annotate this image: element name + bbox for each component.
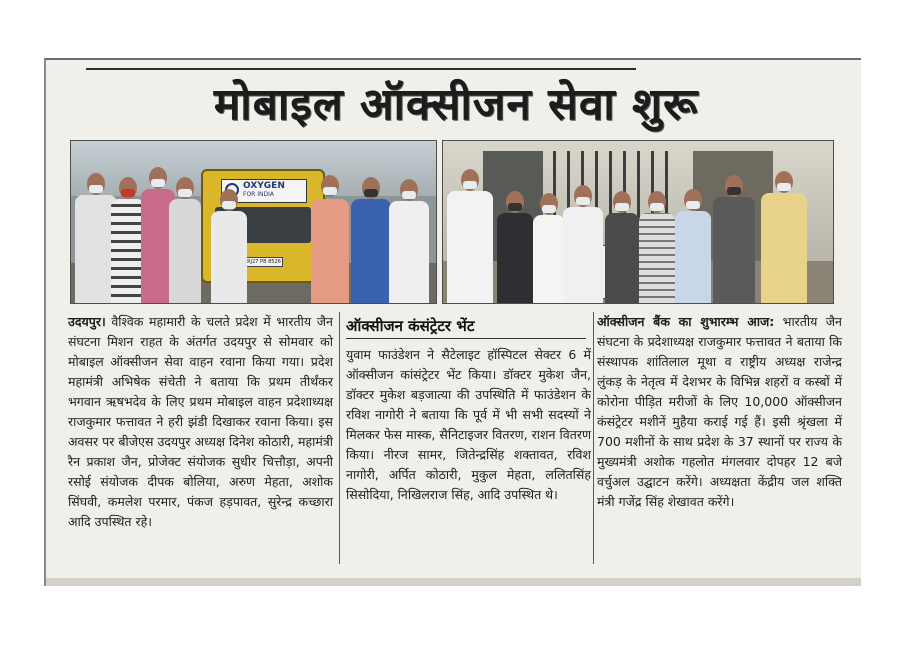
person xyxy=(563,175,603,303)
person-body xyxy=(533,215,565,303)
person-body xyxy=(639,213,675,303)
headline: मोबाइल ऑक्सीजन सेवा शुरू xyxy=(213,79,699,130)
column-divider xyxy=(339,312,340,564)
person-body xyxy=(713,197,755,303)
column-1-dateline: उदयपुर। xyxy=(68,314,106,329)
face-mask xyxy=(650,203,664,211)
person xyxy=(605,181,639,303)
person-body xyxy=(675,211,711,303)
face-mask xyxy=(727,187,741,195)
person-body xyxy=(447,191,493,303)
person xyxy=(713,163,755,303)
article-column-3 xyxy=(597,312,842,512)
column-3-lead: ऑक्सीजन बैंक का शुभारम्भ आज: xyxy=(597,314,775,329)
person xyxy=(533,183,565,303)
person-body xyxy=(605,213,639,303)
face-mask xyxy=(777,183,791,191)
person-body xyxy=(211,211,247,303)
face-mask xyxy=(402,191,416,199)
face-mask xyxy=(178,189,192,197)
top-rule xyxy=(86,68,636,70)
face-mask xyxy=(364,189,378,197)
person xyxy=(447,153,493,303)
face-mask xyxy=(615,203,629,211)
article-column-2 xyxy=(346,345,591,505)
face-mask xyxy=(323,187,337,195)
person-body xyxy=(169,199,201,303)
person xyxy=(211,179,247,303)
photo-concentrator-handover xyxy=(442,140,834,304)
person-body xyxy=(351,199,391,303)
person-body xyxy=(497,213,533,303)
column-1-body: वैश्विक महामारी के चलते प्रदेश में भारतीय जैन संघटना मिशन राहत के अंतर्गत उदयपुर से सोमवार को मोबाइल ऑक्सीजन सेवा वाहन रवाना किया गया। प्रदेश महामंत्री अभिषेक संचेती ने बताया कि प्रथम तीर्थंकर भगवान ऋषभदेव के लिए प्रथम मोबाइल वाहन प्रदेशाध्यक्ष राजकुमार फत्तावत ने हरी झंडी दिखाकर रवाना किया। इस अवसर पर बीजेएस उदयपुर अध्यक्ष दिनेश कोठारी, महामंत्री रैन प्रकाश जैन, प्रोजेक्ट संयोजक सुधीर चित्तौड़ा, अपनी रसोई संयोजक दीपक बोलिया, अरुण मेहता, अशोक सिंघवी, कमलेश परमार, पंकज हड़पावत, सुरेन्द्र कच्छारा आदि उपस्थित रहे। xyxy=(68,314,333,529)
person xyxy=(497,181,533,303)
person xyxy=(311,161,349,303)
person xyxy=(761,157,807,303)
face-mask xyxy=(542,205,556,213)
person xyxy=(389,165,429,303)
banner-line1: OXYGEN xyxy=(243,181,285,191)
person xyxy=(169,163,201,303)
person xyxy=(639,181,675,303)
face-mask xyxy=(576,197,590,205)
column-1-paragraph xyxy=(68,312,333,532)
column-3-body: भारतीय जैन संघटना के प्रदेशाध्यक्ष राजकुमार फत्तावत ने बताया कि संस्थापक शांतिलाल मूथा व राष्ट्रीय अध्यक्ष राजेन्द्र लुंकड़ के नेतृत्व में देशभर के विभिन्न शहरों व कस्बों में कोरोना पीड़ित मरीजों के लिए 10,000 ऑक्सीजन कंसंट्रेटर मशीनें मुहैया कराई गई हैं। इसी श्रृंखला में 700 मशीनों के साथ प्रदेश के 37 स्थानों पर राज्य के मुख्यमंत्री अशोक गहलोत मंगलवार दोपहर 12 बजे वर्चुअल उद्घाटन करेंगे। अध्यक्षता केंद्रीय जल शक्ति मंत्री गजेंद्र सिंह शेखावत करेंगे। xyxy=(597,314,842,509)
banner-line2: FOR INDIA xyxy=(243,191,275,198)
column-2-body: युवाम फाउंडेशन ने सैटेलाइट हॉस्पिटल सेक्टर 6 में ऑक्सीजन कांसंट्रेटर भेंट किया। डॉक्टर मुकेश जैन, डॉक्टर मुकेश बड़जात्या की उपस्थिति में फाउंडेशन के रविश नागोरी ने बताया कि पूर्व में भी सभी सदस्यों ने मिलकर फेस मास्क, सैनिटाइजर वितरण, राशन वितरण किया। नीरज सामर, जितेन्द्रसिंह शक्तावत, रविश नागोरी, अर्पित कोठारी, मुकुल मेहता, ललितसिंह सिसोदिया, निखिलराज सिंह, आदि उपस्थित थे। xyxy=(346,347,591,502)
person-body xyxy=(389,201,429,303)
face-mask xyxy=(686,201,700,209)
photo-vehicle-flagoff xyxy=(70,140,437,304)
face-mask xyxy=(463,181,477,189)
face-mask xyxy=(151,179,165,187)
face-mask xyxy=(508,203,522,211)
column-3-paragraph xyxy=(597,312,842,512)
person xyxy=(675,179,711,303)
person-body xyxy=(111,199,145,303)
column-divider xyxy=(593,312,594,564)
subheading-concentrator: ऑक्सीजन कंसंट्रेटर भेंट xyxy=(346,314,586,339)
face-mask xyxy=(121,189,135,197)
person xyxy=(351,163,391,303)
person-body xyxy=(311,199,349,303)
face-mask xyxy=(89,185,103,193)
number-plate: RJ27 PB 8526 xyxy=(245,257,283,267)
person-body xyxy=(563,207,603,303)
person-body xyxy=(761,193,807,303)
person xyxy=(111,163,145,303)
bottom-edge xyxy=(46,578,861,586)
newspaper-clipping xyxy=(44,58,861,586)
article-column-1 xyxy=(68,312,333,532)
face-mask xyxy=(222,201,236,209)
